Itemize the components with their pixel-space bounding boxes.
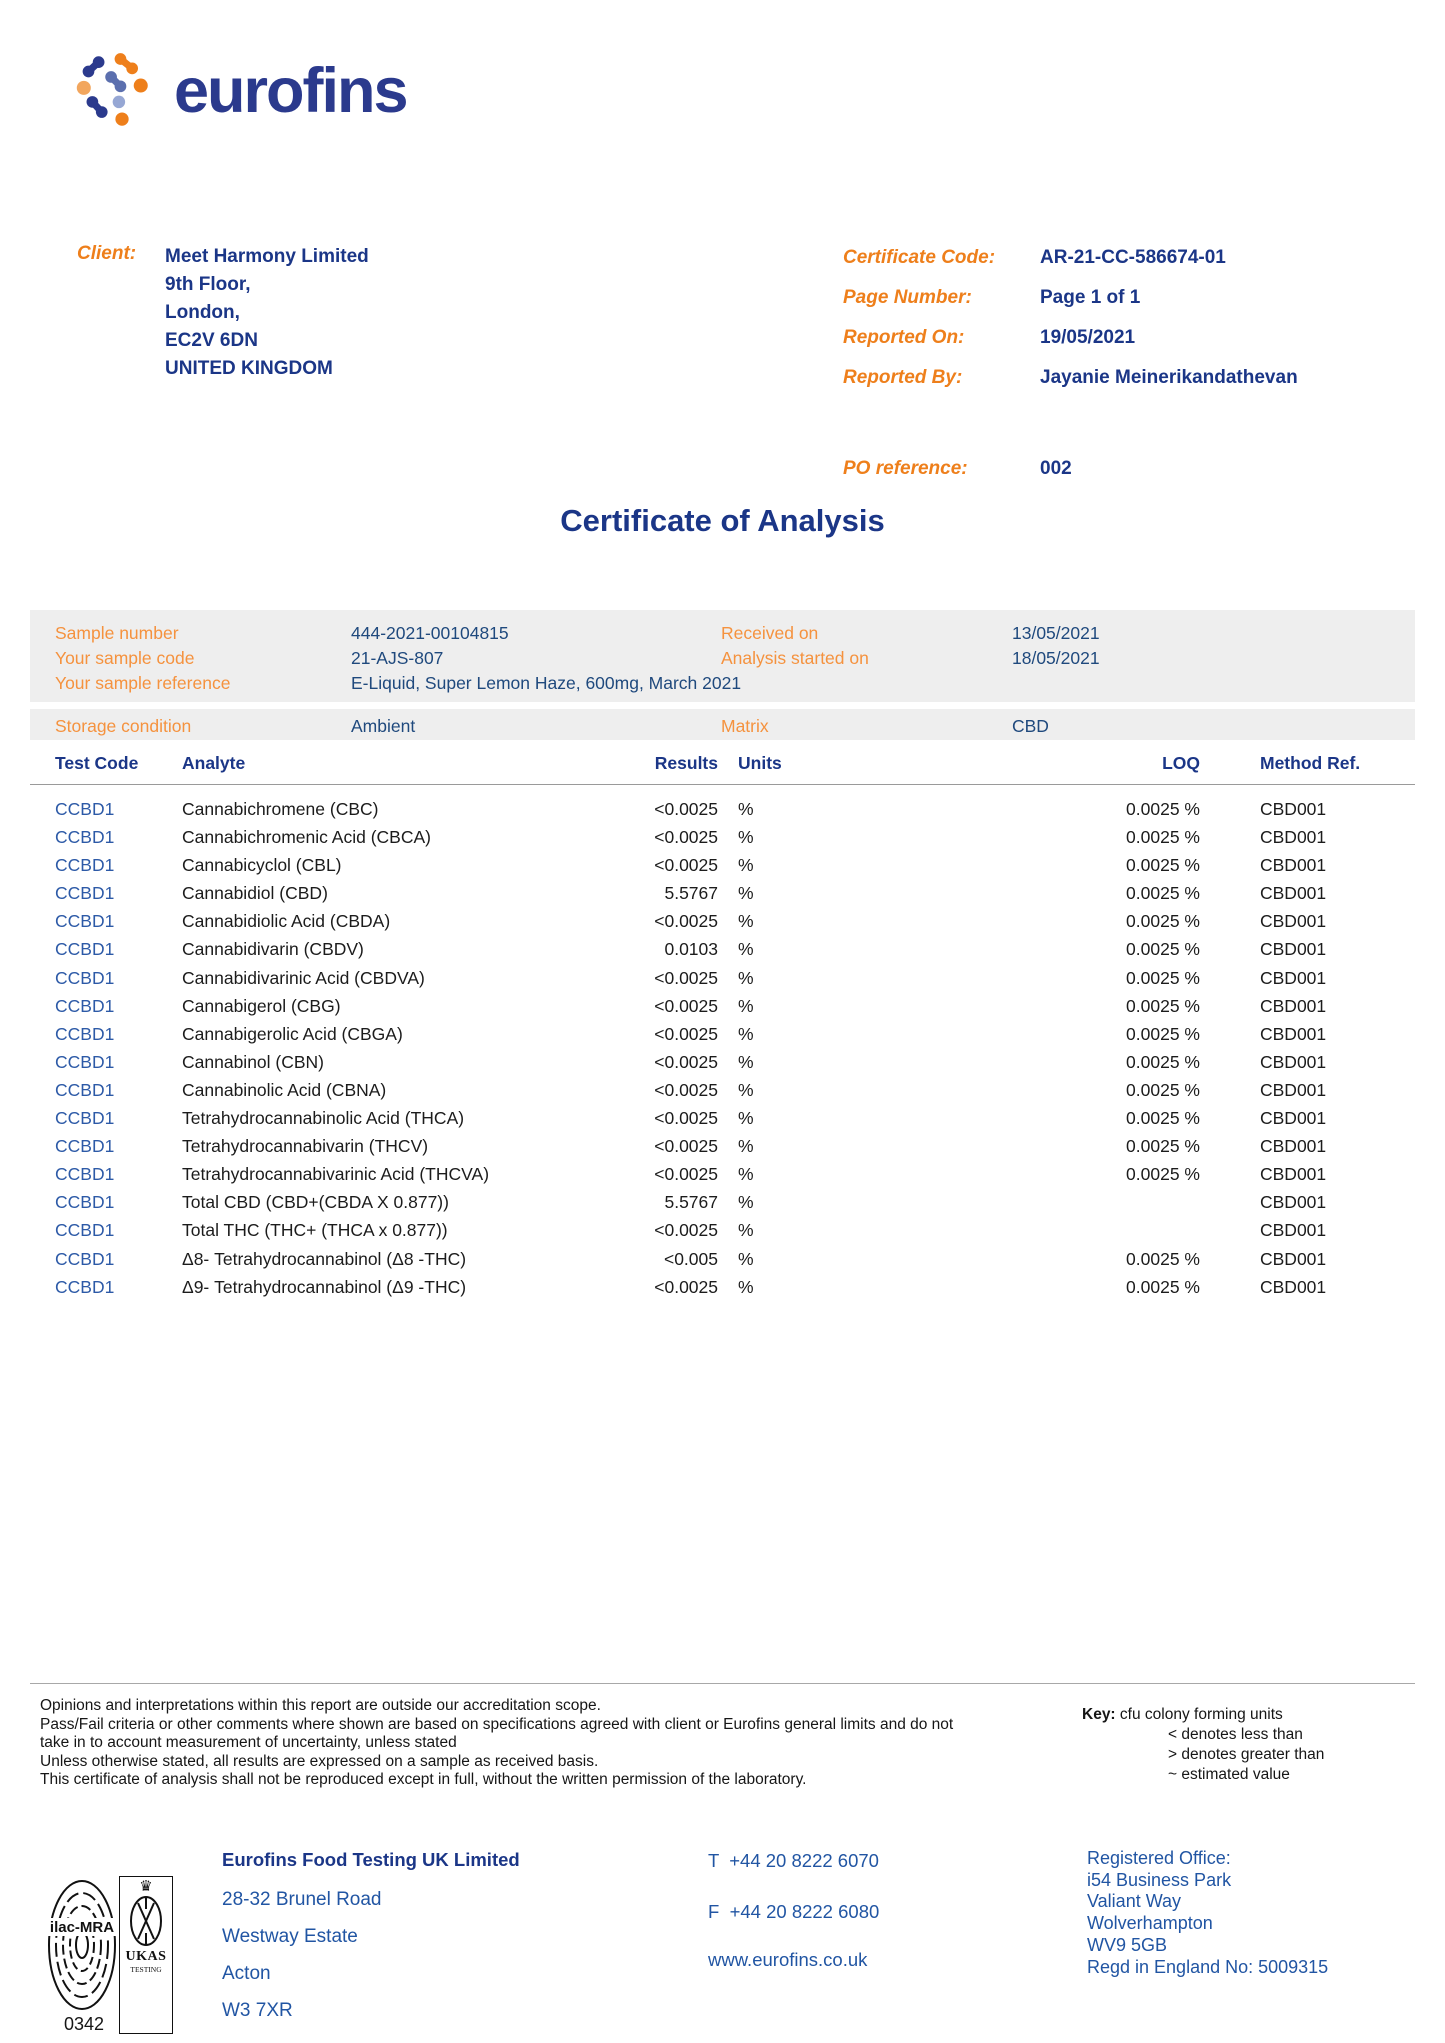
ukas-logo — [119, 1876, 173, 2034]
key-first-line — [1082, 1705, 1324, 1725]
analyte-name: Cannabinolic Acid (CBNA) — [182, 1079, 387, 1100]
result-units: % — [738, 1079, 754, 1100]
result-row — [40, 1192, 1400, 1220]
meta-field-label: Reported On: — [843, 327, 965, 348]
sample-info-band — [30, 610, 1415, 702]
analyte-name: Cannabichromenic Acid (CBCA) — [182, 827, 431, 848]
result-value: <0.0025 — [654, 827, 718, 848]
result-units: % — [738, 799, 754, 819]
matrix-value: CBD — [1012, 716, 1049, 736]
registered-office-line: Registered Office: — [1087, 1848, 1231, 1868]
result-value: <0.0025 — [654, 855, 718, 876]
ukas-mark-icon — [128, 1895, 164, 1947]
result-value: <0.0025 — [654, 1079, 718, 1100]
meta-field — [843, 283, 1298, 312]
result-units: % — [738, 1192, 754, 1213]
analyte-name: Cannabidivarinic Acid (CBDVA) — [182, 967, 425, 988]
disclaimer-line: Unless otherwise stated, all results are expressed on a sample as received basis. — [40, 1752, 599, 1770]
test-code: CCBD1 — [55, 1164, 115, 1185]
col-loq: LOQ — [1162, 753, 1200, 773]
result-value: <0.0025 — [654, 911, 718, 932]
meta-field-value: 19/05/2021 — [1040, 327, 1136, 348]
matrix-label: Matrix — [721, 716, 769, 736]
result-row — [40, 1136, 1400, 1164]
key-item: ~ estimated value — [1168, 1766, 1290, 1783]
results-table — [40, 799, 1400, 1305]
sample-info-value — [1012, 671, 1415, 696]
test-code: CCBD1 — [55, 995, 115, 1016]
lab-address-block — [222, 1849, 520, 2029]
client-address — [165, 243, 369, 383]
result-value: <0.0025 — [654, 1276, 718, 1297]
test-code: CCBD1 — [55, 1248, 115, 1269]
ilac-mra-text: ilac-MRA — [49, 1919, 115, 1936]
method-ref: CBD001 — [1260, 1164, 1327, 1185]
result-row — [40, 883, 1400, 911]
analyte-name: Cannabidiol (CBD) — [182, 883, 328, 904]
test-code: CCBD1 — [55, 799, 115, 819]
client-address-line: EC2V 6DN — [165, 330, 258, 351]
meta-field-value: AR-21-CC-586674-01 — [1040, 247, 1226, 268]
po-reference-label: PO reference: — [843, 458, 968, 479]
loq-value: 0.0025 % — [1126, 967, 1200, 988]
result-value: <0.0025 — [654, 799, 718, 819]
method-ref: CBD001 — [1260, 799, 1327, 819]
result-units: % — [738, 1220, 754, 1241]
test-code: CCBD1 — [55, 1051, 115, 1072]
storage-band — [30, 709, 1415, 740]
method-ref: CBD001 — [1260, 1108, 1327, 1129]
loq-value: 0.0025 % — [1126, 827, 1200, 848]
result-value: <0.0025 — [654, 1164, 718, 1185]
method-ref: CBD001 — [1260, 911, 1327, 932]
method-ref: CBD001 — [1260, 1136, 1327, 1157]
ukas-accreditation-number: 0342 — [64, 2014, 105, 2034]
crown-icon: ♛ — [139, 1878, 153, 1895]
analyte-name: Tetrahydrocannabivarinic Acid (THCVA) — [182, 1164, 490, 1185]
logo-text: eurofins — [174, 55, 407, 126]
storage-label: Storage condition — [55, 716, 192, 736]
sample-info-row — [30, 671, 1415, 696]
footer-rule — [30, 1683, 1415, 1684]
result-value: <0.0025 — [654, 967, 718, 988]
col-units: Units — [738, 753, 782, 773]
method-ref: CBD001 — [1260, 1051, 1327, 1072]
result-units: % — [738, 995, 754, 1016]
result-row — [40, 939, 1400, 967]
result-row — [40, 1249, 1400, 1277]
method-ref: CBD001 — [1260, 1023, 1327, 1044]
loq-value — [778, 1192, 1200, 1220]
meta-field-label: Reported By: — [843, 367, 963, 388]
test-code: CCBD1 — [55, 827, 115, 848]
method-ref: CBD001 — [1260, 967, 1327, 988]
key-items — [1168, 1725, 1324, 1785]
loq-value: 0.0025 % — [1126, 883, 1200, 904]
disclaimer-line: Pass/Fail criteria or other comments where shown are based on specifications agreed with client or Eurofins general limits and do not — [40, 1715, 954, 1733]
result-row — [40, 996, 1400, 1024]
result-units: % — [738, 1136, 754, 1157]
loq-value: 0.0025 % — [1126, 1108, 1200, 1129]
method-ref: CBD001 — [1260, 883, 1327, 904]
result-row — [40, 1024, 1400, 1052]
result-units: % — [738, 1051, 754, 1072]
result-units: % — [738, 1248, 754, 1269]
disclaimer-line: This certificate of analysis shall not be reproduced except in full, without the written permission of the laboratory. — [40, 1771, 807, 1789]
col-test-code: Test Code — [55, 753, 139, 773]
analyte-name: Cannabichromene (CBC) — [182, 799, 379, 819]
method-ref: CBD001 — [1260, 855, 1327, 876]
ukas-testing-text: TESTING — [130, 1965, 162, 1974]
key-item: > denotes greater than — [1168, 1746, 1325, 1763]
result-units: % — [738, 939, 754, 960]
key-cfu: cfu colony forming units — [1119, 1706, 1283, 1723]
test-code: CCBD1 — [55, 855, 115, 876]
meta-field-value: Page 1 of 1 — [1040, 287, 1141, 308]
result-row — [40, 911, 1400, 939]
loq-value: 0.0025 % — [1126, 799, 1200, 819]
test-code: CCBD1 — [55, 1136, 115, 1157]
sample-info-value: 444-2021-00104815 — [351, 623, 509, 643]
page-title: Certificate of Analysis — [560, 503, 885, 538]
registered-office-line: Valiant Way — [1087, 1891, 1182, 1912]
analyte-name: Cannabigerolic Acid (CBGA) — [182, 1023, 403, 1044]
result-value: <0.0025 — [654, 995, 718, 1016]
col-results: Results — [654, 753, 718, 773]
analyte-name: Cannabidivarin (CBDV) — [182, 939, 364, 960]
eurofins-logo — [76, 50, 407, 132]
meta-field-label: Page Number: — [843, 287, 972, 308]
result-row — [40, 1052, 1400, 1080]
sample-info-value: 21-AJS-807 — [351, 648, 444, 668]
loq-value: 0.0025 % — [1126, 1276, 1200, 1297]
analyte-name: Cannabinol (CBN) — [182, 1051, 325, 1072]
method-ref: CBD001 — [1260, 1192, 1327, 1213]
analyte-name: Tetrahydrocannabinolic Acid (THCA) — [182, 1108, 465, 1129]
client-block — [77, 243, 369, 383]
result-units: % — [738, 1164, 754, 1185]
method-ref: CBD001 — [1260, 1248, 1327, 1269]
analyte-name: Tetrahydrocannabivarin (THCV) — [182, 1136, 429, 1157]
lab-address-lines — [222, 1881, 520, 2029]
loq-value: 0.0025 % — [1126, 1136, 1200, 1157]
loq-value: 0.0025 % — [1126, 1079, 1200, 1100]
result-value: 5.5767 — [664, 883, 718, 904]
website-link: www.eurofins.co.uk — [708, 1949, 868, 1970]
po-reference-value: 002 — [1040, 458, 1072, 479]
result-units: % — [738, 1276, 754, 1297]
test-code: CCBD1 — [55, 967, 115, 988]
loq-value: 0.0025 % — [1126, 911, 1200, 932]
result-row — [40, 1108, 1400, 1136]
result-value: <0.0025 — [654, 1136, 718, 1157]
registered-office-line: i54 Business Park — [1087, 1869, 1232, 1890]
phone-number: T +44 20 8222 6070 — [708, 1850, 879, 1871]
sample-info-label — [721, 671, 1012, 696]
report-meta — [843, 243, 1298, 403]
loq-value: 0.0025 % — [1126, 939, 1200, 960]
sample-info-row — [30, 646, 1415, 671]
loq-value: 0.0025 % — [1126, 1023, 1200, 1044]
meta-field — [843, 363, 1298, 392]
ilac-mra-logo-icon — [46, 1876, 118, 2014]
storage-row — [30, 714, 1415, 739]
result-value: <0.0025 — [654, 1220, 718, 1241]
disclaimer — [40, 1697, 953, 1790]
test-code: CCBD1 — [55, 1192, 115, 1213]
method-ref: CBD001 — [1260, 1079, 1327, 1100]
sample-info-value: E-Liquid, Super Lemon Haze, 600mg, March 2021 — [351, 673, 742, 693]
meta-field — [843, 243, 1298, 272]
sample-info-value: 13/05/2021 — [1012, 623, 1100, 643]
key-label: Key: — [1082, 1706, 1116, 1723]
analyte-name: Total THC (THC+ (THCA x 0.877)) — [182, 1220, 448, 1241]
client-label: Client: — [77, 243, 137, 264]
sample-info-label: Your sample reference — [55, 673, 231, 693]
ukas-text: UKAS — [125, 1949, 167, 1964]
header-divider — [30, 784, 1415, 785]
eurofins-molecule-icon — [76, 50, 154, 132]
result-value: <0.0025 — [654, 1051, 718, 1072]
test-code: CCBD1 — [55, 1108, 115, 1129]
sample-info-label: Your sample code — [55, 648, 195, 668]
result-row — [40, 799, 1400, 827]
meta-field-value: Jayanie Meinerikandathevan — [1040, 367, 1298, 388]
col-analyte: Analyte — [182, 753, 246, 773]
lab-address-line: Westway Estate — [222, 1926, 358, 1947]
client-address-line: UNITED KINGDOM — [165, 358, 333, 379]
result-units: % — [738, 827, 754, 848]
analyte-name: Total CBD (CBD+(CBDA X 0.877)) — [182, 1192, 449, 1213]
analyte-name: Δ8- Tetrahydrocannabinol (Δ8 -THC) — [182, 1248, 467, 1269]
fax-number: F +44 20 8222 6080 — [708, 1901, 880, 1922]
result-value: 0.0103 — [664, 939, 718, 960]
test-code: CCBD1 — [55, 1023, 115, 1044]
analyte-name: Cannabicyclol (CBL) — [182, 855, 342, 876]
sample-info-value: 18/05/2021 — [1012, 648, 1100, 668]
sample-info-label: Analysis started on — [721, 648, 869, 668]
loq-value: 0.0025 % — [1126, 995, 1200, 1016]
result-units: % — [738, 1023, 754, 1044]
analyte-name: Cannabigerol (CBG) — [182, 995, 341, 1016]
result-row — [40, 968, 1400, 996]
result-value: <0.0025 — [654, 1108, 718, 1129]
result-row — [40, 855, 1400, 883]
contact-block — [708, 1850, 879, 1971]
test-code: CCBD1 — [55, 1276, 115, 1297]
registered-office-block — [1087, 1848, 1328, 1978]
analyte-name: Δ9- Tetrahydrocannabinol (Δ9 -THC) — [182, 1276, 467, 1297]
method-ref: CBD001 — [1260, 1220, 1327, 1241]
test-code: CCBD1 — [55, 1079, 115, 1100]
method-ref: CBD001 — [1260, 1276, 1327, 1297]
result-value: 5.5767 — [664, 1192, 718, 1213]
disclaimer-line: Opinions and interpretations within this report are outside our accreditation scope. — [40, 1697, 601, 1714]
registered-office-line: Wolverhampton — [1087, 1913, 1213, 1934]
result-value: <0.005 — [663, 1248, 718, 1269]
result-value: <0.0025 — [654, 1023, 718, 1044]
loq-value: 0.0025 % — [1126, 1164, 1200, 1185]
registered-office-line: Regd in England No: 5009315 — [1087, 1956, 1329, 1977]
loq-value — [778, 1220, 1200, 1248]
meta-field-label: Certificate Code: — [843, 247, 996, 268]
result-row — [40, 1220, 1400, 1248]
result-units: % — [738, 911, 754, 932]
result-units: % — [738, 967, 754, 988]
loq-value: 0.0025 % — [1126, 1051, 1200, 1072]
client-address-line: London, — [165, 302, 240, 323]
lab-address-line: W3 7XR — [222, 2000, 293, 2021]
client-address-line: Meet Harmony Limited — [165, 246, 369, 267]
loq-value: 0.0025 % — [1126, 855, 1200, 876]
sample-info-label: Received on — [721, 623, 819, 643]
col-method-ref: Method Ref. — [1260, 753, 1361, 773]
lab-address-line: 28-32 Brunel Road — [222, 1889, 382, 1910]
method-ref: CBD001 — [1260, 827, 1327, 848]
analyte-name: Cannabidiolic Acid (CBDA) — [182, 911, 391, 932]
key-block — [1082, 1705, 1324, 1785]
loq-value: 0.0025 % — [1126, 1248, 1200, 1269]
sample-info-label: Sample number — [55, 623, 179, 643]
test-code: CCBD1 — [55, 911, 115, 932]
test-code: CCBD1 — [55, 883, 115, 904]
lab-company-name: Eurofins Food Testing UK Limited — [222, 1849, 520, 1870]
result-units: % — [738, 1108, 754, 1129]
registered-office-line: WV9 5GB — [1087, 1934, 1168, 1955]
po-reference — [843, 458, 1072, 480]
result-units: % — [738, 855, 754, 876]
test-code: CCBD1 — [55, 1220, 115, 1241]
method-ref: CBD001 — [1260, 939, 1327, 960]
test-code: CCBD1 — [55, 939, 115, 960]
result-row — [40, 1080, 1400, 1108]
sample-info-row — [30, 621, 1415, 646]
client-address-line: 9th Floor, — [165, 274, 251, 295]
key-item: < denotes less than — [1168, 1726, 1303, 1743]
result-row — [40, 1277, 1400, 1305]
storage-value: Ambient — [351, 716, 416, 736]
meta-field — [843, 323, 1298, 352]
result-row — [40, 1164, 1400, 1192]
result-row — [40, 827, 1400, 855]
results-table-header — [40, 753, 1400, 774]
method-ref: CBD001 — [1260, 995, 1327, 1016]
disclaimer-line: take in to account measurement of uncertainty, unless stated — [40, 1734, 457, 1752]
lab-address-line: Acton — [222, 1963, 271, 1984]
result-units: % — [738, 883, 754, 904]
